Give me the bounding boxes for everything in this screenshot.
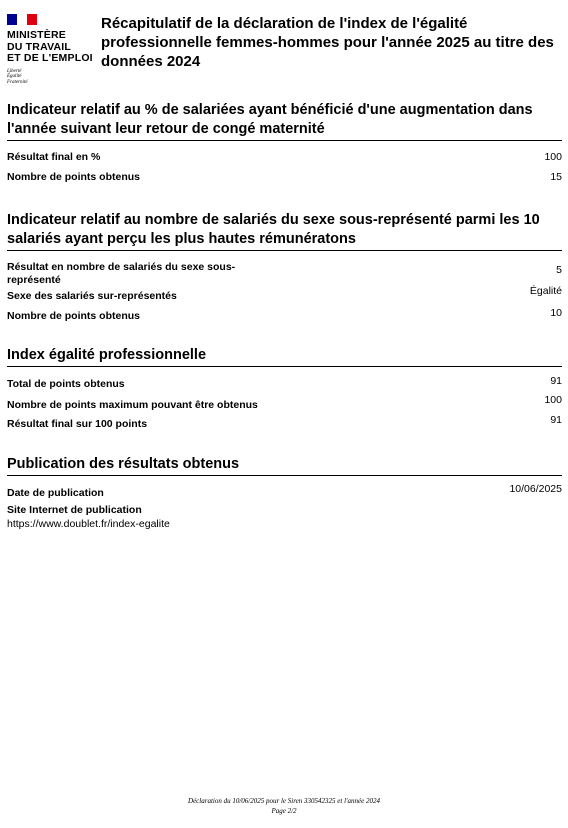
motto-line: Liberté [7, 68, 22, 74]
motto-line: Égalité [7, 74, 22, 80]
motto-line: Fraternité [7, 79, 28, 85]
ministry-line: ET DE L'EMPLOI [7, 52, 93, 64]
row-value: 91 [550, 414, 562, 426]
publication-date: 10/06/2025 [509, 483, 562, 495]
result-row [7, 151, 562, 164]
french-flag-icon [7, 14, 37, 25]
row-label: Résultat final sur 100 points [7, 418, 148, 430]
row-label: Date de publication [7, 487, 104, 499]
result-row [7, 375, 562, 391]
result-row [7, 285, 562, 303]
row-value: 91 [550, 375, 562, 387]
publication-url-link[interactable]: https://www.doublet.fr/index-egalite [7, 518, 170, 530]
row-label: Nombre de points obtenus [7, 171, 141, 183]
section-maternity-indicator [7, 101, 562, 184]
ministry-line: DU TRAVAIL [7, 40, 72, 53]
row-label: Nombre de points maximum pouvant être obtenus [7, 399, 258, 411]
result-row [7, 483, 562, 500]
row-label: Résultat final en % [7, 151, 101, 163]
row-value: 15 [550, 171, 562, 183]
result-row [7, 414, 562, 431]
section-equality-index [7, 346, 562, 431]
flag-stripe-red [27, 14, 37, 25]
row-label: Résultat en nombre de salariés du sexe sous-représenté [7, 261, 236, 286]
result-row [7, 504, 562, 517]
row-value: Égalité [529, 285, 562, 297]
flag-stripe-white [17, 14, 27, 25]
row-label: Site Internet de publication [7, 504, 142, 516]
ministry-logo [7, 14, 97, 85]
section-title: Publication des résultats obtenus [7, 455, 562, 476]
result-row [7, 307, 562, 323]
row-value: 100 [544, 394, 562, 406]
section-publication [7, 455, 562, 530]
republic-motto [7, 69, 97, 86]
document-title: Récapitulatif de la déclaration de l'index de l'égalité professionnelle femmes-hommes pour l'année 2025 au titre des données 2024 [101, 15, 554, 70]
row-label: Sexe des salariés sur-représentés [7, 290, 177, 302]
ministry-line: MINISTÈRE [7, 29, 66, 41]
row-label: Nombre de points obtenus [7, 310, 141, 322]
ministry-name [7, 30, 97, 65]
row-value: 10 [550, 307, 562, 319]
row-value: 5 [556, 264, 562, 276]
footer-declaration: Déclaration du 10/06/2025 pour le Siren 330542325 et l'année 2024 [188, 797, 380, 805]
flag-stripe-blue [7, 14, 17, 25]
result-row [7, 171, 562, 184]
row-value: 100 [544, 151, 562, 163]
page-number: Page 2/2 [271, 807, 297, 815]
result-row [7, 394, 562, 412]
row-label: Total de points obtenus [7, 378, 125, 390]
section-top-salaries-indicator [7, 211, 562, 323]
section-title: Indicateur relatif au % de salariées ayant bénéficié d'une augmentation dans l'année suivant leur retour de congé maternité [7, 101, 562, 141]
page-footer [0, 796, 568, 816]
result-row [7, 261, 562, 287]
section-title: Index égalité professionnelle [7, 346, 562, 367]
section-title: Indicateur relatif au nombre de salariés du sexe sous-représenté parmi les 10 salariés ayant perçu les plus hautes rémunératons [7, 211, 562, 251]
